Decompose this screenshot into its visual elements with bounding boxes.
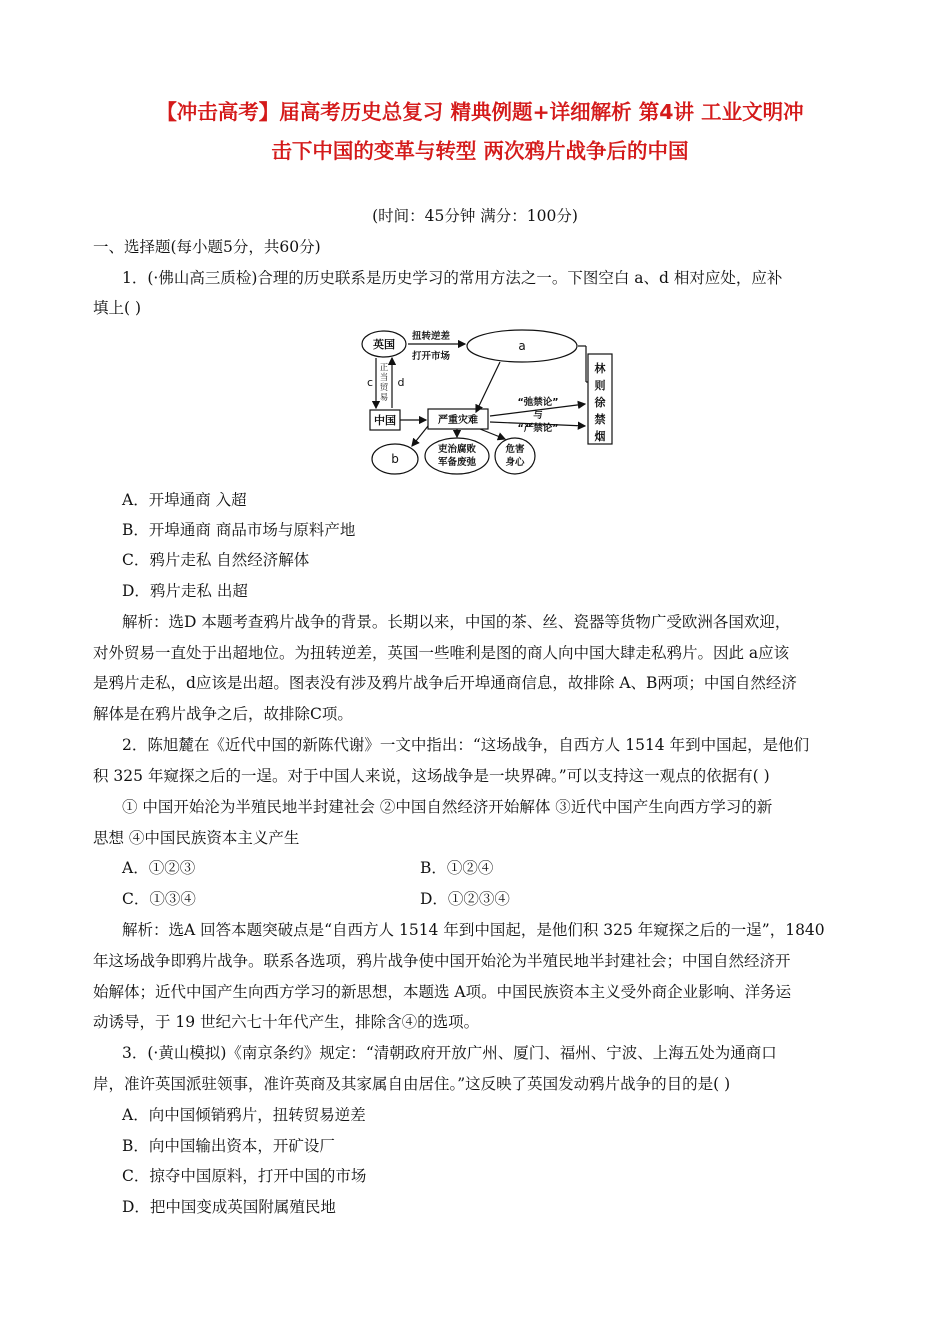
b-label: b — [391, 452, 399, 466]
legit-trade-char-1: 正 — [379, 363, 389, 373]
exam-meta: (时间：45分钟 满分：100分) — [372, 207, 578, 225]
debate-and-label: 与 — [533, 410, 543, 421]
q1-analysis-line-4: 解体是在鸦片战争之后，故排除C项。 — [93, 705, 353, 723]
lin-zexu-char-5: 烟 — [594, 430, 606, 443]
china-label: 中国 — [374, 414, 396, 427]
legit-trade-char-2: 当 — [379, 373, 389, 383]
q2-analysis-line-2: 年这场战争即鸦片战争。联系各选项，鸦片战争使中国开始沦为半殖民地半封建社会；中国自然经济开 — [93, 952, 791, 970]
q3-option-b: B．向中国输出资本，开矿设厂 — [122, 1137, 335, 1155]
q2-option-c: C．①③④ — [122, 890, 196, 908]
corruption-label-2: 军备废弛 — [437, 457, 477, 468]
q2-analysis-line-4: 动诱导，于 19 世纪六七十年代产生，排除含④的选项。 — [93, 1013, 480, 1031]
q1-option-c: C．鸦片走私 自然经济解体 — [122, 551, 310, 569]
q3-option-a: A．向中国倾销鸦片，扭转贸易逆差 — [122, 1106, 366, 1124]
lin-zexu-char-1: 林 — [594, 362, 606, 375]
q2-option-a: A．①②③ — [122, 859, 196, 877]
q3-option-c: C．掠夺中国原料，打开中国的市场 — [122, 1167, 367, 1185]
q1-analysis-line-2: 对外贸易一直处于出超地位。为扭转逆差，英国一些唯利是图的商人向中国大肆走私鸦片。因此 a应该 — [93, 644, 790, 662]
q2-items-line-2: 思想 ④中国民族资本主义产生 — [93, 829, 300, 847]
strict-ban-label: “严禁论” — [517, 423, 559, 434]
q1-stem-line-1: 1．(·佛山高三质检)合理的历史联系是历史学习的常用方法之一。下图空白 a、d 相对应处，应补 — [122, 269, 783, 287]
q2-stem-line-2: 积 325 年窥探之后的一逞。对于中国人来说，这场战争是一块界碑。”可以支持这一观点的依据有( ) — [93, 767, 770, 785]
q1-analysis-line-3: 是鸦片走私，d应该是出超。图表没有涉及鸦片战争后开埠通商信息，故排除 A、B两项；中国自然经济 — [93, 674, 797, 692]
lin-zexu-char-4: 禁 — [594, 413, 606, 426]
reverse-deficit-label: 扭转逆差 — [412, 331, 451, 342]
corruption-label-1: 吏治腐败 — [437, 444, 477, 455]
q2-option-b: B．①②④ — [420, 859, 494, 877]
q1-option-b: B．开埠通商 商品市场与原料产地 — [122, 521, 356, 539]
a-label: a — [518, 339, 526, 353]
q2-option-d: D．①②③④ — [420, 890, 510, 908]
q3-stem-line-1: 3．(·黄山模拟)《南京条约》规定：“清朝政府开放广州、厦门、福州、宁波、上海五处为通商口 — [122, 1044, 777, 1062]
opium-war-flow-diagram — [360, 322, 630, 482]
disaster-label: 严重灾难 — [438, 415, 478, 426]
d-label: d — [397, 376, 405, 389]
legit-trade-char-3: 贸 — [379, 383, 389, 393]
document-title-line-2: 击下中国的变革与转型 两次鸦片战争后的中国 — [271, 139, 689, 163]
harm-label-1: 危害 — [505, 444, 525, 455]
lin-zexu-char-3: 徐 — [594, 396, 606, 409]
q2-analysis-line-3: 始解体；近代中国产生向西方学习的新思想，本题选 A项。中国民族资本主义受外商企业影响、洋务运 — [93, 983, 792, 1001]
q2-analysis-line-1: 解析：选A 回答本题突破点是“自西方人 1514 年到中国起，是他们积 325 年窥探之后的一逞”，1840 — [122, 921, 825, 939]
q3-option-d: D．把中国变成英国附属殖民地 — [122, 1198, 336, 1216]
q1-option-a: A．开埠通商 入超 — [122, 491, 247, 509]
open-market-label: 打开市场 — [412, 351, 451, 362]
q2-items-line-1: ① 中国开始沦为半殖民地半封建社会 ②中国自然经济开始解体 ③近代中国产生向西方学习的新 — [122, 798, 773, 816]
q1-option-d: D．鸦片走私 出超 — [122, 582, 248, 600]
document-title-line-1: 【冲击高考】届高考历史总复习 精典例题+详细解析 第4讲 工业文明冲 — [156, 100, 804, 124]
section-heading: 一、选择题(每小题5分，共60分) — [93, 238, 321, 256]
q1-stem-line-2: 填上( ) — [93, 299, 142, 317]
lin-zexu-char-2: 则 — [594, 379, 606, 392]
q2-stem-line-1: 2．陈旭麓在《近代中国的新陈代谢》一文中指出：“这场战争，自西方人 1514 年到中国起，是他们 — [122, 736, 810, 754]
relax-ban-label: “弛禁论” — [517, 397, 559, 408]
q1-analysis-line-1: 解析：选D 本题考查鸦片战争的背景。长期以来，中国的茶、丝、瓷器等货物广受欧洲各国欢迎， — [122, 613, 791, 631]
c-label: c — [366, 376, 374, 389]
uk-label: 英国 — [373, 338, 395, 351]
harm-label-2: 身心 — [505, 457, 525, 468]
q3-stem-line-2: 岸，准许英国派驻领事，准许英商及其家属自由居住。”这反映了英国发动鸦片战争的目的是( ) — [93, 1075, 731, 1093]
legit-trade-char-4: 易 — [379, 393, 389, 403]
